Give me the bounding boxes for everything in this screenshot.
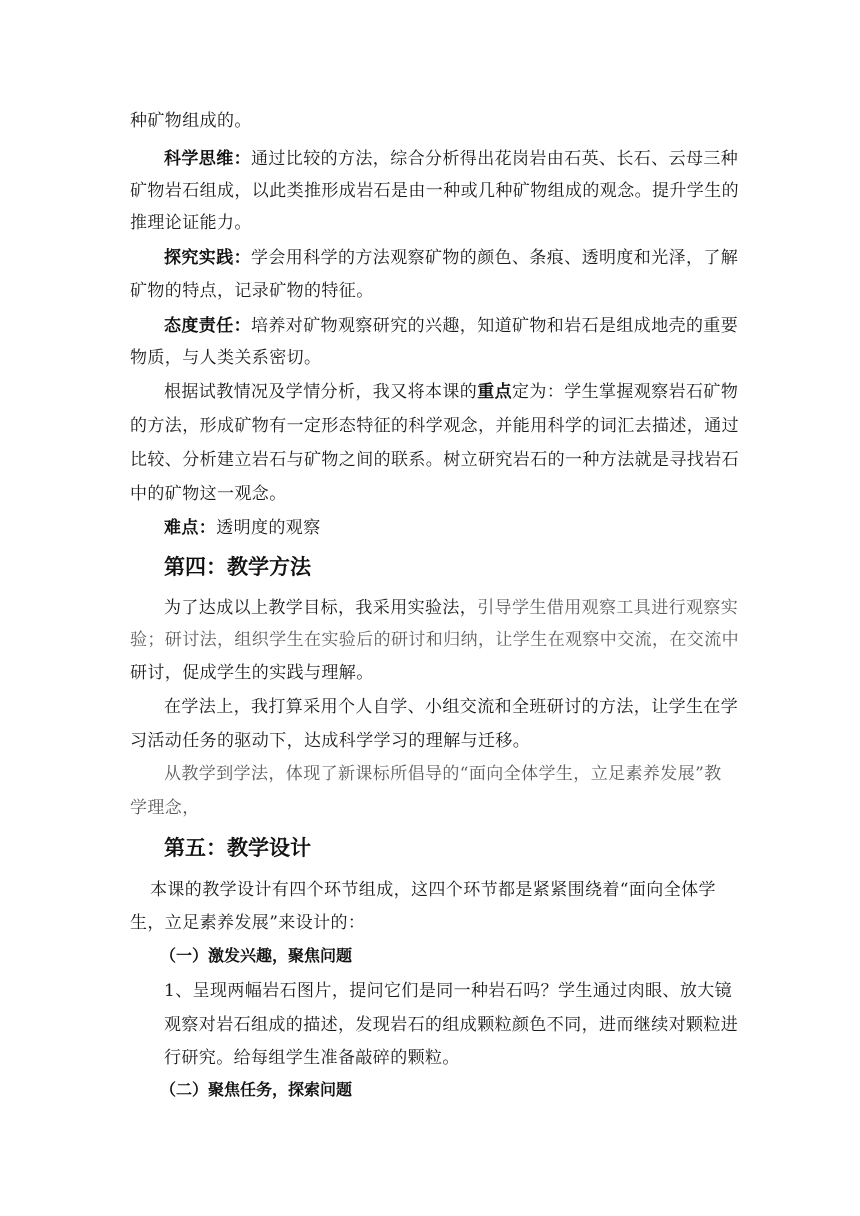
paragraph-line [164, 596, 738, 620]
paragraph-line: 生，立足素养发展”来设计的： [130, 913, 366, 933]
paragraph-line: 研讨，促成学生的实践与理解。 [130, 663, 374, 683]
label-difficulty: 难点： [164, 518, 217, 538]
section-heading-4: 第四：教学方法 [164, 555, 311, 579]
subheading-2: （二）聚焦任务，探索问题 [160, 1080, 353, 1099]
label-attitude-responsibility: 态度责任： [164, 316, 251, 336]
paragraph-line [164, 516, 321, 540]
paragraph-line: 物质，与人类关系密切。 [130, 348, 322, 368]
paragraph-line: 行研究。给每组学生准备敲碎的颗粒。 [164, 1048, 460, 1068]
text-span: 为了达成以上教学目标，我采用实验法， [164, 598, 478, 618]
paragraph-line: 种矿物组成的。 [130, 111, 252, 131]
keyword-focus: 重点 [477, 382, 513, 402]
section-heading-5: 第五：教学设计 [164, 836, 311, 860]
subheading-1: （一）激发兴趣，聚焦问题 [160, 946, 353, 965]
paragraph-line: 推理论证能力。 [130, 213, 252, 233]
paragraph-line: 验；研讨法，组织学生在实验后的研讨和归纳，让学生在观察中交流，在交流中 [130, 630, 739, 650]
paragraph-line: 矿物岩石组成，以此类推形成岩石是由一种或几种矿物组成的观念。提升学生的 [130, 181, 739, 201]
paragraph-line: 比较、分析建立岩石与矿物之间的联系。树立研究岩石的一种方法就是寻找岩石 [130, 450, 739, 470]
label-scientific-thinking: 科学思维： [164, 149, 251, 169]
text-span: 透明度的观察 [216, 518, 321, 538]
paragraph-line: 学理念， [130, 798, 200, 818]
text-span: 引导学生借用观察工具进行观察实 [477, 598, 739, 618]
paragraph-line [164, 246, 738, 270]
paragraph-line [164, 380, 738, 404]
paragraph-line: 中的矿物这一观念。 [130, 484, 287, 504]
paragraph-line: 在学法上，我打算采用个人自学、小组交流和全班研讨的方法，让学生在学 [164, 697, 739, 717]
text-span: 定为：学生掌握观察岩石矿物 [512, 382, 739, 402]
text-span: 通过比较的方法，综合分析得出花岗岩由石英、长石、云母三种 [251, 149, 739, 169]
text-span: 学会用科学的方法观察矿物的颜色、条痕、透明度和光泽，了解 [251, 248, 739, 268]
paragraph-line: 的方法，形成矿物有一定形态特征的科学观念，并能用科学的词汇去描述，通过 [130, 416, 739, 436]
label-inquiry-practice: 探究实践： [164, 248, 251, 268]
paragraph-line: 1、呈现两幅岩石图片，提问它们是同一种岩石吗？学生通过肉眼、放大镜 [164, 981, 733, 1001]
paragraph-line [164, 314, 738, 338]
text-span: 培养对矿物观察研究的兴趣，知道矿物和岩石是组成地壳的重要 [251, 316, 739, 336]
paragraph-line [164, 147, 738, 171]
paragraph-line: 观察对岩石组成的描述，发现岩石的组成颗粒颜色不同，进而继续对颗粒进 [164, 1015, 739, 1035]
paragraph-line: 从教学到学法，体现了新课标所倡导的“面向全体学生，立足素养发展”教 [164, 764, 722, 784]
paragraph-line: 矿物的特点，记录矿物的特征。 [130, 281, 374, 301]
paragraph-line: 习活动任务的驱动下，达成科学学习的理解与迁移。 [130, 731, 531, 751]
paragraph-line: 本课的教学设计有四个环节组成，这四个环节都是紧紧围绕着“面向全体学 [150, 880, 716, 900]
text-span: 根据试教情况及学情分析，我又将本课的 [164, 382, 478, 402]
